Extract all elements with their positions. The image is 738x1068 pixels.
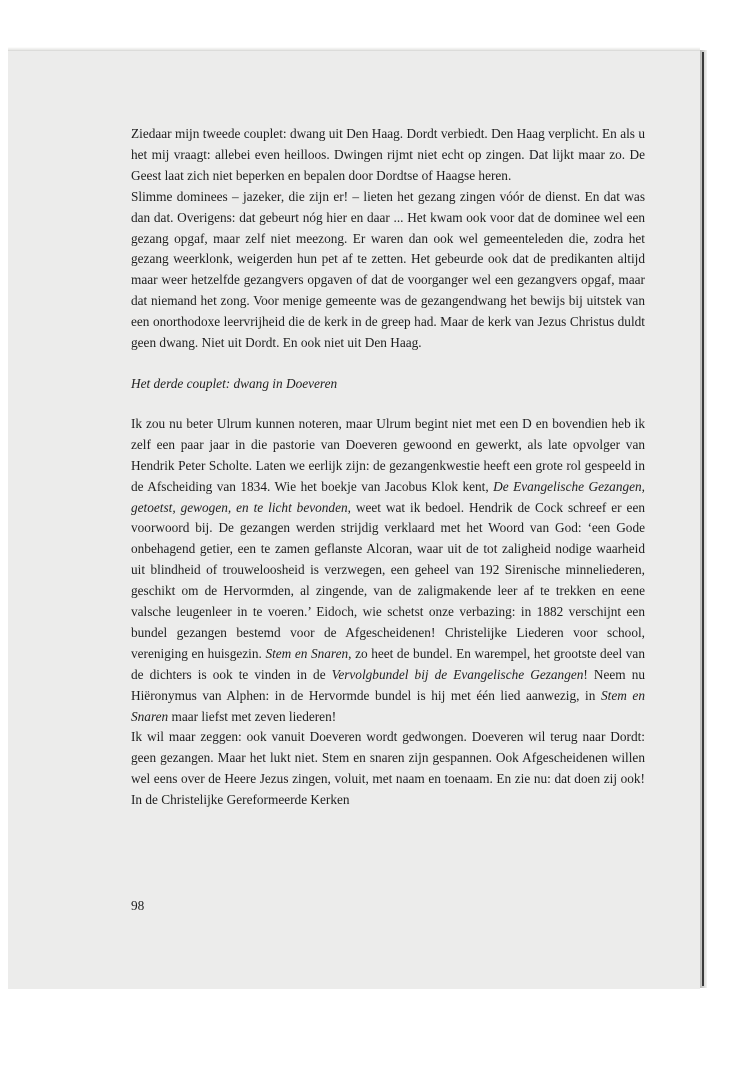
paragraph-3	[131, 414, 645, 728]
paragraph-3-text-4: ! Neem nu Hiëronymus van Alphen: in de Hervormde bundel is hij met één lied aanwezig, in	[131, 666, 645, 703]
paragraph-3-text-5: maar liefst met zeven liederen!	[168, 708, 337, 724]
book-title-evangelische-gezangen: De Evangelische Gezangen, getoetst, gewogen, en te licht bevonden	[131, 478, 645, 515]
body-text	[131, 124, 645, 811]
section-heading: Het derde couplet: dwang in Doeveren	[131, 375, 338, 391]
paragraph-3-text-2: , weet wat ik bedoel. Hendrik de Cock schreef er een voorwoord bij. De gezangen werden strijdig verklaard met het Woord van God: ‘een Gode onbehagend getier, een te zamen geflanste Alcoran, waar uit de tot zaligheid nodige waarheid uit blindheid of trouweloosheid is verzwegen, een geheel van 192 Sirenische minneliederen, geschikt om de Hervormden, al zingende, van de zaligmakende leer af te trekken en eene valsche leugenleer in te voeren.’ Eidoch, wie schetst onze verbazing: in 1882 verschijnt een bundel gezangen bestemd voor de Afgescheidenen! Christelijke Liederen voor school, vereniging en huisgezin.	[131, 499, 645, 661]
paragraph-1: Ziedaar mijn tweede couplet: dwang uit Den Haag. Dordt verbiedt. Den Haag verplicht. En als u het mij vraagt: allebei even heilloos. Dwingen rijmt niet echt op zingen. Dat lijkt maar zo. De Geest laat zich niet beperken en bepalen door Dordtse of Haagse heren.	[131, 126, 645, 183]
page-number: 98	[131, 898, 145, 913]
paragraph-3-text-1: Ik zou nu beter Ulrum kunnen noteren, maar Ulrum begint niet met een D en bovendien heb ik zelf een paar jaar in die pastorie van Doeveren gewoond en gewerkt, als late opvolger van Hendrik Peter Scholte. Laten we eerlijk zijn: de gezangenkwestie heeft een grote rol gespeeld in de Afscheiding van 1834. Wie het boekje van Jacobus Klok kent,	[131, 415, 645, 494]
book-title-vervolgbundel: Vervolgbundel bij de Evangelische Gezangen	[331, 666, 584, 682]
paragraph-3-text-3: , zo heet de bundel. En warempel, het grootste deel van de dichters is ook te vinden in de	[131, 645, 645, 682]
paragraph-4: Ik wil maar zeggen: ook vanuit Doeveren wordt gedwongen. Doeveren wil terug naar Dordt: geen gezangen. Maar het lukt niet. Stem en snaren zijn gespannen. Ook Afgescheidenen willen wel eens over de Heere Jezus zingen, voluit, met naam en toenaam. En zie nu: dat doen zij ook! In de Christelijke Gereformeerde Kerken	[131, 729, 645, 808]
book-spine-line	[702, 52, 704, 986]
paragraph-2: Slimme dominees – jazeker, die zijn er! – lieten het gezang zingen vóór de dienst. En dat was dan dat. Overigens: dat gebeurt nóg hier en daar ... Het kwam ook voor dat de dominee wel een gezang opgaf, maar zelf niet meezong. Er waren dan ook wel gemeenteleden die, zodra het gezang weerklonk, weigerden hun pet af te zetten. Het gebeurde ook dat de predikanten altijd maar weer hetzelfde gezangvers opgaven of dat de voorganger wel een gezangvers opgaf, maar dat niemand het zong. Voor menige gemeente was de gezangendwang het bewijs bij uitstek van een onorthodoxe leervrijheid die de kerk in de greep had. Maar de kerk van Jezus Christus duldt geen dwang. Niet uit Dordt. En ook niet uit Den Haag.	[131, 188, 645, 351]
book-title-stem-en-snaren-2: Stem en Snaren	[131, 687, 645, 724]
book-title-stem-en-snaren: Stem en Snaren	[265, 645, 349, 661]
